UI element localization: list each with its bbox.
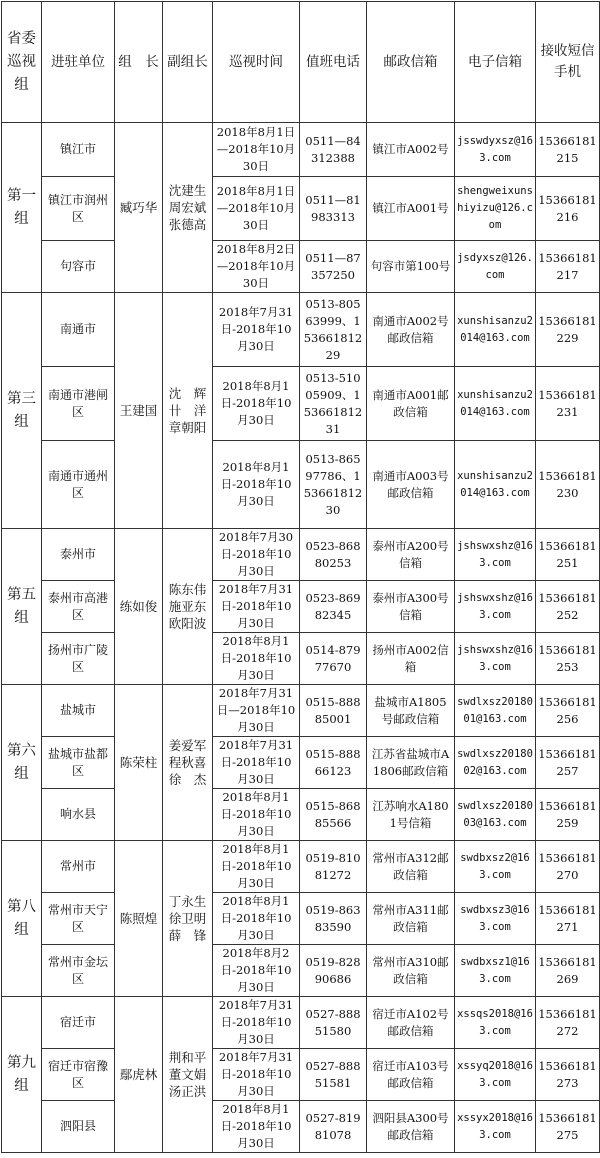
phone-cell: 0511—81983313 [300,177,367,241]
group-name: 第五组 [2,529,42,685]
email-cell: jshswxshz@163.com [455,529,536,581]
phone-cell: 0511—87357250 [300,241,367,293]
unit-cell: 常州市金坛区 [42,945,115,997]
unit-cell: 响水县 [42,789,115,841]
table-row [2,1049,600,1101]
mailbox-cell: 句容市第100号 [367,241,455,293]
email-cell: jsdyxsz@126.com [455,241,536,293]
email-cell: swdlxsz2018002@163.com [455,737,536,789]
time-cell: 2018年8月1日-2018年10月30日 [213,1101,300,1153]
unit-cell: 盐城市盐都区 [42,737,115,789]
time-cell: 2018年7月30日-2018年10月30日 [213,529,300,581]
table-row [2,123,600,177]
table-row [2,367,600,441]
email-cell: swdlxsz2018001@163.com [455,685,536,737]
header-phone: 值班电话 [300,2,367,123]
phone-cell: 0523-86982345 [300,581,367,633]
unit-cell: 句容市 [42,241,115,293]
sms-cell: 15366181271 [536,893,600,945]
leader-cell: 陈荣柱 [115,685,163,841]
time-cell: 2018年8月1日-2018年10月30日 [213,441,300,529]
leader-cell: 臧巧华 [115,123,163,293]
time-cell: 2018年8月2日—2018年10月30日 [213,241,300,293]
table-row [2,737,600,789]
deputy-cell: 荆和平董文娟汤正洪 [163,997,213,1153]
email-cell: xssqs2018@163.com [455,997,536,1049]
email-cell: swdbxsz3@163.com [455,893,536,945]
deputy-cell: 沈建生周宏斌张德高 [163,123,213,293]
table-row [2,997,600,1049]
sms-cell: 15366181251 [536,529,600,581]
header-time: 巡视时间 [213,2,300,123]
phone-cell: 0527-88851581 [300,1049,367,1101]
email-cell: xssyq2018@163.com [455,1049,536,1101]
table-row [2,241,600,293]
phone-cell: 0513-51005909、15366181231 [300,367,367,441]
unit-cell: 泗阳县 [42,1101,115,1153]
table-row [2,789,600,841]
unit-cell: 宿迁市 [42,997,115,1049]
time-cell: 2018年7月31日—2018年10月30日 [213,685,300,737]
sms-cell: 15366181256 [536,685,600,737]
unit-cell: 镇江市 [42,123,115,177]
table-row [2,293,600,367]
phone-cell: 0515-88866123 [300,737,367,789]
mailbox-cell: 南通市A003号邮政信箱 [367,441,455,529]
unit-cell: 扬州市广陵区 [42,633,115,685]
time-cell: 2018年8月1日-2018年10月30日 [213,789,300,841]
header-unit: 进驻单位 [42,2,115,123]
table-row [2,893,600,945]
time-cell: 2018年7月31日-2018年10月30日 [213,1049,300,1101]
time-cell: 2018年8月1日-2018年10月30日 [213,633,300,685]
sms-cell: 15366181229 [536,293,600,367]
unit-cell: 常州市天宁区 [42,893,115,945]
sms-cell: 15366181275 [536,1101,600,1153]
email-cell: jshswxshz@163.com [455,633,536,685]
mailbox-cell: 常州市A312邮政信箱 [367,841,455,893]
table-row [2,945,600,997]
mailbox-cell: 盐城市A1805号邮政信箱 [367,685,455,737]
sms-cell: 15366181272 [536,997,600,1049]
sms-cell: 15366181216 [536,177,600,241]
email-cell: shengweixunshiyizu@126.com [455,177,536,241]
deputy-cell: 丁永生徐卫明薛 锋 [163,841,213,997]
table-row [2,581,600,633]
mailbox-cell: 扬州市A002信箱 [367,633,455,685]
email-cell: xunshisanzu2014@163.com [455,293,536,367]
mailbox-cell: 江苏响水A1801号信箱 [367,789,455,841]
time-cell: 2018年8月2日-2018年10月30日 [213,945,300,997]
header-leader: 组 长 [115,2,163,123]
table-body [2,123,600,1153]
email-cell: xunshisanzu2014@163.com [455,367,536,441]
mailbox-cell: 宿迁市A102号邮政信箱 [367,997,455,1049]
mailbox-cell: 宿迁市A103号邮政信箱 [367,1049,455,1101]
group-name: 第三组 [2,293,42,529]
unit-cell: 南通市港闸区 [42,367,115,441]
mailbox-cell: 常州市A311邮政信箱 [367,893,455,945]
unit-cell: 常州市 [42,841,115,893]
unit-cell: 南通市通州区 [42,441,115,529]
leader-cell: 陈照煌 [115,841,163,997]
time-cell: 2018年8月1日-2018年10月30日 [213,893,300,945]
email-cell: xunshisanzu2014@163.com [455,441,536,529]
header-group: 省委巡视组 [2,2,42,123]
unit-cell: 宿迁市宿豫区 [42,1049,115,1101]
email-cell: xssyx2018@163.com [455,1101,536,1153]
email-cell: jshswxshz@163.com [455,581,536,633]
group-name: 第一组 [2,123,42,293]
header-deputy: 副组长 [163,2,213,123]
mailbox-cell: 泰州市A200号信箱 [367,529,455,581]
leader-cell: 王建国 [115,293,163,529]
header-mailbox: 邮政信箱 [367,2,455,123]
mailbox-cell: 镇江市A002号 [367,123,455,177]
table-row [2,841,600,893]
time-cell: 2018年8月1日—2018年10月30日 [213,177,300,241]
leader-cell: 鄢虎林 [115,997,163,1153]
phone-cell: 0519-82890686 [300,945,367,997]
mailbox-cell: 南通市A002号邮政信箱 [367,293,455,367]
time-cell: 2018年8月1日—2018年10月30日 [213,123,300,177]
sms-cell: 15366181253 [536,633,600,685]
sms-cell: 15366181270 [536,841,600,893]
mailbox-cell: 南通市A001邮政信箱 [367,367,455,441]
time-cell: 2018年7月31日-2018年10月30日 [213,581,300,633]
time-cell: 2018年7月31日-2018年10月30日 [213,997,300,1049]
unit-cell: 南通市 [42,293,115,367]
mailbox-cell: 常州市A310邮政信箱 [367,945,455,997]
phone-cell: 0523-86880253 [300,529,367,581]
group-name: 第六组 [2,685,42,841]
email-cell: swdbxsz2@163.com [455,841,536,893]
email-cell: swdbxsz1@163.com [455,945,536,997]
time-cell: 2018年7月31日-2018年10月30日 [213,737,300,789]
mailbox-cell: 泗阳县A300号邮政信箱 [367,1101,455,1153]
phone-cell: 0513-86597786、15366181230 [300,441,367,529]
header-email: 电子信箱 [455,2,536,123]
deputy-cell: 姜爱军程秋喜徐 杰 [163,685,213,841]
table-row [2,177,600,241]
phone-cell: 0511—84312388 [300,123,367,177]
sms-cell: 15366181257 [536,737,600,789]
sms-cell: 15366181231 [536,367,600,441]
email-cell: swdlxsz2018003@163.com [455,789,536,841]
phone-cell: 0513-80563999、15366181229 [300,293,367,367]
table-row [2,1101,600,1153]
deputy-cell: 陈东伟施亚东欧阳波 [163,529,213,685]
sms-cell: 15366181252 [536,581,600,633]
mailbox-cell: 江苏省盐城市A1806邮政信箱 [367,737,455,789]
sms-cell: 15366181215 [536,123,600,177]
time-cell: 2018年8月1日-2018年10月30日 [213,367,300,441]
deputy-cell: 沈 辉 卄 洋 章朝阳 [163,293,213,529]
table-row [2,685,600,737]
mailbox-cell: 泰州市A300号信箱 [367,581,455,633]
header-sms: 接收短信手机 [536,2,600,123]
phone-cell: 0514-87977670 [300,633,367,685]
phone-cell: 0527-81981078 [300,1101,367,1153]
unit-cell: 泰州市高港区 [42,581,115,633]
phone-cell: 0519-81081272 [300,841,367,893]
sms-cell: 15366181259 [536,789,600,841]
table-row [2,529,600,581]
phone-cell: 0515-88885001 [300,685,367,737]
sms-cell: 15366181269 [536,945,600,997]
unit-cell: 泰州市 [42,529,115,581]
table-row [2,633,600,685]
time-cell: 2018年7月31日-2018年10月30日 [213,293,300,367]
phone-cell: 0519-86383590 [300,893,367,945]
sms-cell: 15366181230 [536,441,600,529]
sms-cell: 15366181273 [536,1049,600,1101]
leader-cell: 练如俊 [115,529,163,685]
phone-cell: 0527-88851580 [300,997,367,1049]
email-cell: jsswdyxsz@163.com [455,123,536,177]
header-row [2,2,600,123]
unit-cell: 盐城市 [42,685,115,737]
unit-cell: 镇江市润州区 [42,177,115,241]
table-row [2,441,600,529]
group-name: 第八组 [2,841,42,997]
time-cell: 2018年8月1日-2018年10月30日 [213,841,300,893]
inspection-table [1,1,600,1153]
sms-cell: 15366181217 [536,241,600,293]
group-name: 第九组 [2,997,42,1153]
mailbox-cell: 镇江市A001号 [367,177,455,241]
phone-cell: 0515-86885566 [300,789,367,841]
